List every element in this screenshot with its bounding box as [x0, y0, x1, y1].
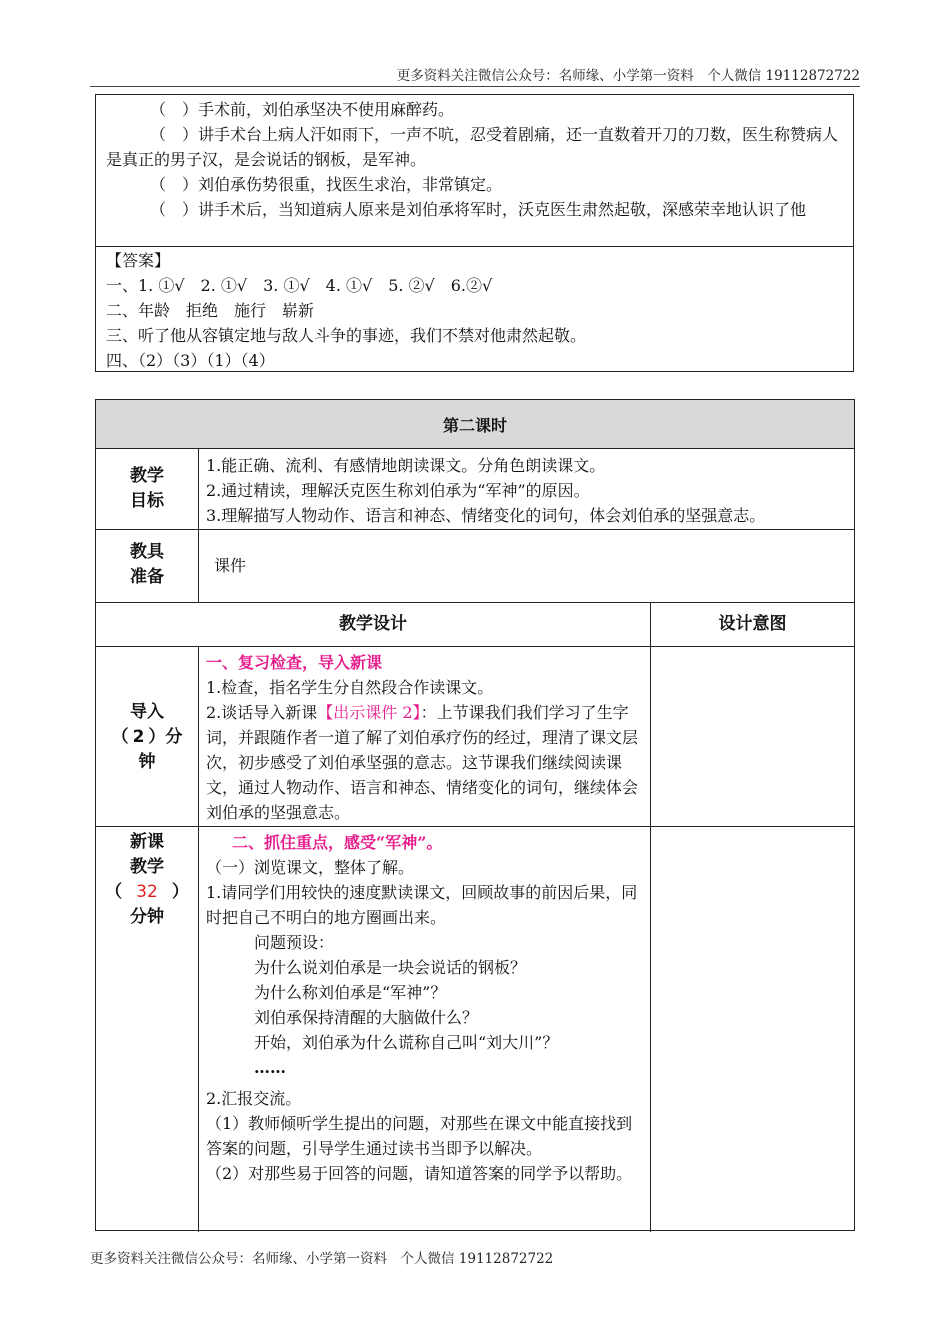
header-rule — [90, 86, 860, 87]
answer-line-4: 四、（2）（3）（1）（4） — [106, 351, 275, 370]
intro-heading: 一、复习检查，导入新课 — [206, 653, 383, 672]
answer-line-2: 二、年龄 拒绝 施行 崭新 — [106, 301, 315, 320]
intro-line-text: ：上节课我们我们学习了生字词，并跟随作者一道了解了刘伯承疗伤的经过，理清了课文层次，初步感受了刘伯承坚强的意志。这节课我们继续阅读课文，通过人物动作、语言和神态、情绪变化的词句，继续体会刘伯承的坚强意志。 — [206, 703, 639, 822]
intro-line-text: 2.谈话导入新课 — [206, 703, 318, 722]
answer-divider — [96, 246, 853, 247]
col-divider — [198, 448, 199, 602]
design-header: 教学设计 — [339, 614, 407, 634]
col-divider — [198, 646, 199, 1232]
new-subheading: （一）浏览课文，整体了解。 — [206, 858, 415, 877]
new-paragraph: （1）教师倾听学生提出的问题，对那些在课文中能直接找到答案的问题，引导学生通过读书当即予以解决。 — [206, 1114, 633, 1158]
page-footer: 更多资料关注微信公众号：名师缘、小学第一资料 个人微信 19112872722 — [90, 1251, 554, 1267]
prep-label — [96, 540, 198, 590]
paren-open: （ — [105, 882, 123, 902]
lesson-plan-table — [95, 399, 855, 1231]
new-paragraph: （2）对那些易于回答的问题，请知道答案的同学予以帮助。 — [206, 1164, 633, 1183]
row-divider — [96, 529, 854, 530]
answer-line-1: 一、1. ①√ 2. ①√ 3. ①√ 4. ①√ 5. ②√ 6.②√ — [106, 276, 493, 295]
goal-item: 3.理解描写人物动作、语言和神态、情绪变化的词句，体会刘伯承的坚强意志。 — [206, 506, 766, 525]
prep-label-line: 准备 — [130, 567, 164, 587]
preset-question: 为什么说刘伯承是一块会说话的钢板？ — [254, 958, 527, 977]
question-2: （ ）讲手术台上病人汗如雨下，一声不吭，忍受着剧痛，还一直数着开刀的刀数，医生称赞病人是真正的男子汉，是会说话的钢板，是军神。 — [106, 125, 839, 169]
goals-label-line: 目标 — [130, 491, 164, 511]
paren-open: （ — [111, 727, 129, 747]
intro-minutes: 2 — [132, 727, 145, 747]
question-4: （ ）讲手术后，当知道病人原来是刘伯承将军时，沃克医生肃然起敬，深感荣幸地认识了他 — [150, 200, 807, 219]
intro-line — [206, 700, 646, 825]
new-lesson-content — [206, 830, 646, 1186]
goals-label-line: 教学 — [130, 466, 164, 486]
intro-line: 1.检查，指名学生分自然段合作读课文。 — [206, 678, 494, 697]
answer-line-3: 三、听了他从容镇定地与敌人斗争的事迹，我们不禁对他肃然起敬。 — [106, 326, 587, 345]
prep-label-line: 教具 — [130, 542, 164, 562]
new-minutes: 32 — [136, 882, 158, 902]
new-paragraph: 1.请同学们用较快的速度默读课文，回顾故事的前因后果，同时把自己不明白的地方圈画出来。 — [206, 883, 638, 927]
row-divider — [96, 826, 854, 827]
exercise-box — [95, 94, 854, 372]
preset-question: 开始，刘伯承为什么谎称自己叫“刘大川”？ — [254, 1033, 559, 1052]
paren-close: ）分 — [148, 727, 183, 747]
row-divider — [96, 602, 854, 603]
intro-label-line — [96, 725, 198, 750]
intent-header: 设计意图 — [718, 614, 787, 634]
courseware-tag: 【出示课件 2】 — [317, 703, 421, 722]
new-heading: 二、抓住重点，感受“军神”。 — [232, 833, 443, 852]
paren-close: ） — [171, 882, 189, 902]
preset-title: 问题预设： — [254, 933, 335, 952]
page-header: 更多资料关注微信公众号：名师缘、小学第一资料 个人微信 19112872722 — [396, 68, 860, 84]
intro-content — [206, 650, 646, 825]
prep-value: 课件 — [214, 556, 247, 575]
new-lesson-label — [96, 830, 198, 930]
new-paragraph: 2.汇报交流。 — [206, 1089, 302, 1108]
question-3: （ ）刘伯承伤势很重，找医生求治，非常镇定。 — [150, 175, 503, 194]
goal-item: 2.通过精读，理解沃克医生称刘伯承为“军神”的原因。 — [206, 481, 590, 500]
intro-label-line: 钟 — [138, 752, 156, 772]
answer-heading: 【答案】 — [106, 251, 171, 270]
goals-label — [96, 464, 198, 514]
preset-question: 为什么称刘伯承是“军神”？ — [254, 983, 447, 1002]
lesson-title: 第二课时 — [96, 400, 854, 448]
preset-question: 刘伯承保持清醒的大脑做什么？ — [254, 1008, 479, 1027]
new-label-line — [96, 880, 198, 905]
intro-label-line: 导入 — [130, 702, 164, 722]
row-divider — [96, 448, 854, 449]
row-divider — [96, 646, 854, 647]
new-label-line: 新课 — [130, 832, 164, 852]
goal-item: 1.能正确、流利、有感情地朗读课文。分角色朗读课文。 — [206, 456, 606, 475]
goals-list — [206, 453, 850, 528]
new-label-line: 分钟 — [130, 907, 164, 927]
intro-label — [96, 700, 198, 775]
question-1: （ ）手术前，刘伯承坚决不使用麻醉药。 — [150, 100, 455, 119]
col-divider — [650, 602, 651, 1232]
new-label-line: 教学 — [130, 857, 164, 877]
preset-ellipsis: …… — [254, 1058, 286, 1077]
